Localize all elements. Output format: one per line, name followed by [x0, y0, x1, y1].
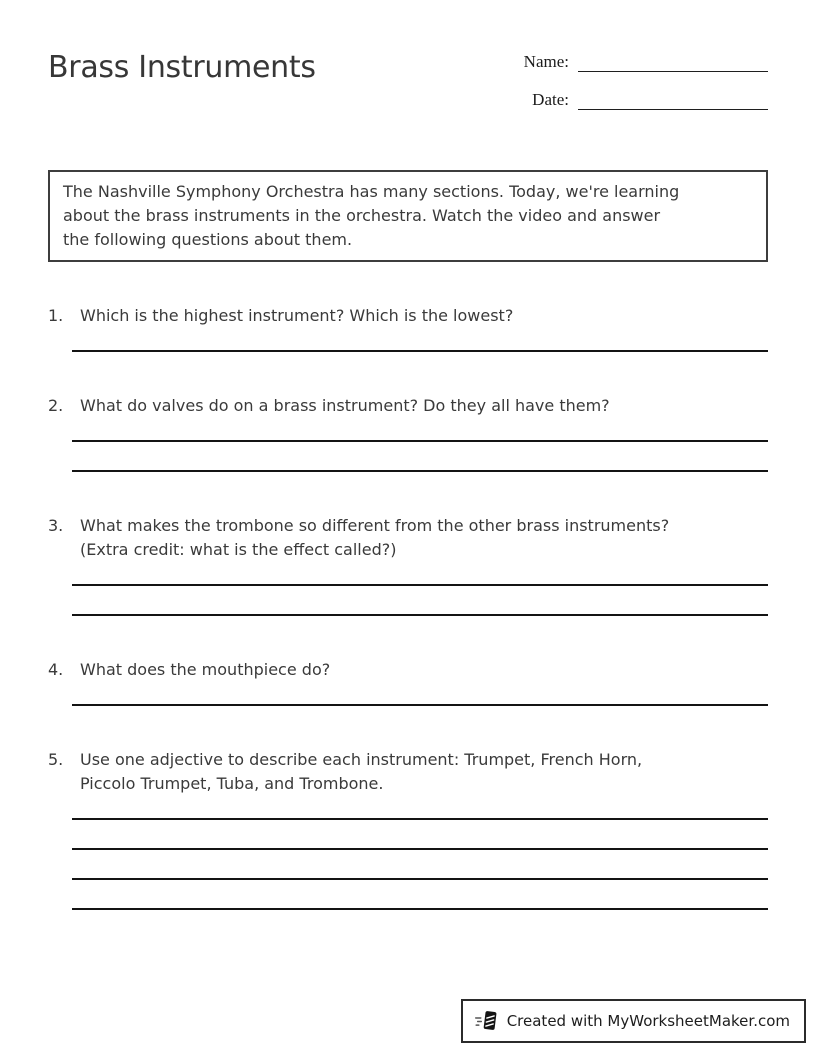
name-label: Name: [523, 52, 569, 71]
name-field-row [524, 50, 768, 74]
intro-instructions-box [48, 170, 768, 262]
credit-text: Created with MyWorksheetMaker.com [506, 1012, 790, 1030]
question-2 [48, 394, 768, 472]
question-number: 2. [48, 396, 64, 415]
question-number: 5. [48, 750, 64, 769]
answer-line [72, 880, 768, 910]
name-blank-line [578, 71, 768, 72]
question-text: What do valves do on a brass instrument? Do they all have them? [80, 396, 610, 415]
name-date-fields [524, 50, 768, 126]
date-field-row [524, 88, 768, 112]
answer-line [72, 820, 768, 850]
question-3 [48, 514, 768, 616]
question-number: 4. [48, 660, 64, 679]
intro-line: The Nashville Symphony Orchestra has many sections. Today, we're learning [63, 182, 680, 201]
answer-line [72, 586, 768, 616]
date-label: Date: [532, 90, 569, 109]
question-number: 3. [48, 516, 64, 535]
question-4 [48, 658, 768, 706]
question-text: What does the mouthpiece do? [80, 660, 331, 679]
page-title: Brass Instruments [48, 50, 316, 85]
question-5 [48, 748, 768, 910]
date-blank-line [578, 109, 768, 110]
question-text: Use one adjective to describe each instrument: Trumpet, French Horn, [80, 750, 643, 769]
question-text: What makes the trombone so different from the other brass instruments? [80, 516, 670, 535]
answer-line [72, 850, 768, 880]
question-text: Which is the highest instrument? Which is the lowest? [80, 306, 514, 325]
question-text: (Extra credit: what is the effect called?) [80, 540, 397, 559]
question-text: Piccolo Trumpet, Tuba, and Trombone. [80, 774, 384, 793]
worksheet-maker-logo-icon [475, 1009, 499, 1033]
intro-line: the following questions about them. [63, 230, 353, 249]
question-number: 1. [48, 306, 64, 325]
page-header [48, 0, 768, 126]
intro-line: about the brass instruments in the orchestra. Watch the video and answer [63, 206, 661, 225]
answer-line [72, 442, 768, 472]
credit-badge [461, 999, 806, 1043]
question-1 [48, 304, 768, 352]
